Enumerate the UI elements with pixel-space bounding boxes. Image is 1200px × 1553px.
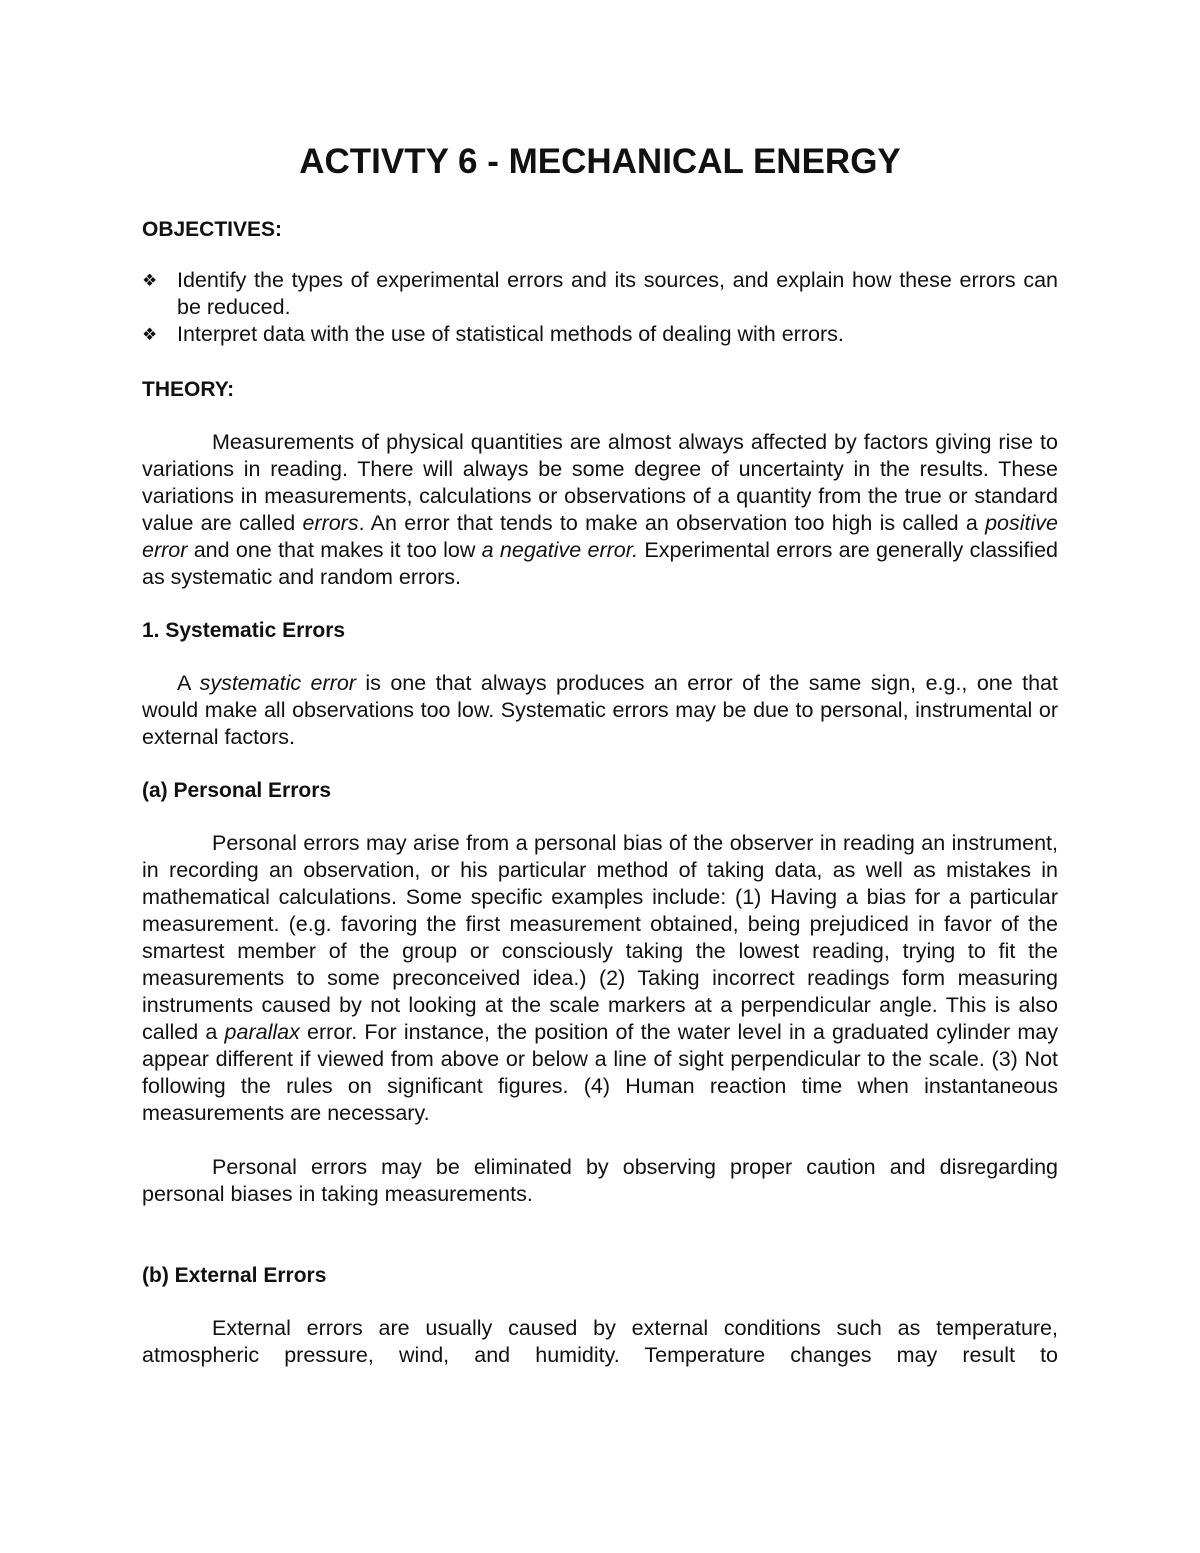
theory-paragraph (142, 429, 1058, 591)
text-run: Measurements of physical quantities are almost always affected by factors giving rise to variations in reading. There will always be some degree of uncertainty in the results. These variations in measurements, calculations or observations of a quantity from the true or standard value are called (142, 430, 1058, 535)
systematic-errors-heading: 1. Systematic Errors (142, 619, 346, 642)
personal-errors-heading: (a) Personal Errors (142, 779, 332, 802)
personal-errors-paragraph-2: Personal errors may be eliminated by observing proper caution and disregarding personal biases in taking measurements. (142, 1155, 1058, 1206)
text-run: and one that makes it too low (187, 538, 482, 562)
text-run: is one that always produces an error of the same sign, e.g., one that would make all observations too low. Systematic errors may be due to personal, instrumental or external factors. (142, 671, 1058, 749)
objectives-heading: OBJECTIVES: (142, 218, 283, 241)
objective-text: Identify the types of experimental errors and its sources, and explain how these errors can be reduced. (177, 268, 1058, 319)
diamond-bullet-icon: ❖ (142, 271, 158, 290)
emphasis-negative-error: a negative error. (481, 538, 639, 562)
objectives-list (142, 267, 1058, 348)
diamond-bullet-icon: ❖ (142, 325, 158, 344)
external-errors-heading: (b) External Errors (142, 1264, 327, 1287)
external-errors-paragraph: External errors are usually caused by external conditions such as temperature, atmospheric pressure, wind, and humidity. Temperature changes may result to (142, 1316, 1058, 1367)
theory-heading: THEORY: (142, 378, 235, 401)
text-run: A (177, 671, 200, 695)
text-run: . An error that tends to make an observation too high is called a (358, 511, 986, 535)
text-run: error. For instance, the position of the water level in a graduated cylinder may appear different if viewed from above or below a line of sight perpendicular to the scale. (3) Not following the rules on significant figures. (4) Human reaction time when instantaneous measurements are necessary. (142, 1020, 1058, 1125)
text-run: Personal errors may arise from a personal bias of the observer in reading an instrument, in recording an observation, or his particular method of taking data, as well as mistakes in mathematical calculations. Some specific examples include: (1) Having a bias for a particular measurement. (e.g. favoring the first measurement obtained, being prejudiced in favor of the smartest member of the group or consciously taking the lowest reading, trying to fit the measurements to some preconceived idea.) (2) Taking incorrect readings form measuring instruments caused by not looking at the scale markers at a perpendicular angle. This is also called a (142, 831, 1058, 1044)
objective-text: Interpret data with the use of statistical methods of dealing with errors. (177, 322, 844, 346)
emphasis-parallax: parallax (224, 1020, 300, 1044)
page-title: ACTIVTY 6 - MECHANICAL ENERGY (299, 142, 901, 181)
list-item (142, 321, 1058, 348)
personal-errors-paragraph (142, 830, 1058, 1127)
emphasis-positive-error: positive error (142, 511, 1058, 562)
emphasis-errors: errors (302, 511, 359, 535)
list-item (142, 267, 1058, 321)
emphasis-systematic-error: systematic error (199, 671, 356, 695)
systematic-errors-paragraph (142, 670, 1058, 751)
text-run: Experimental errors are generally classified as systematic and random errors. (142, 538, 1058, 589)
